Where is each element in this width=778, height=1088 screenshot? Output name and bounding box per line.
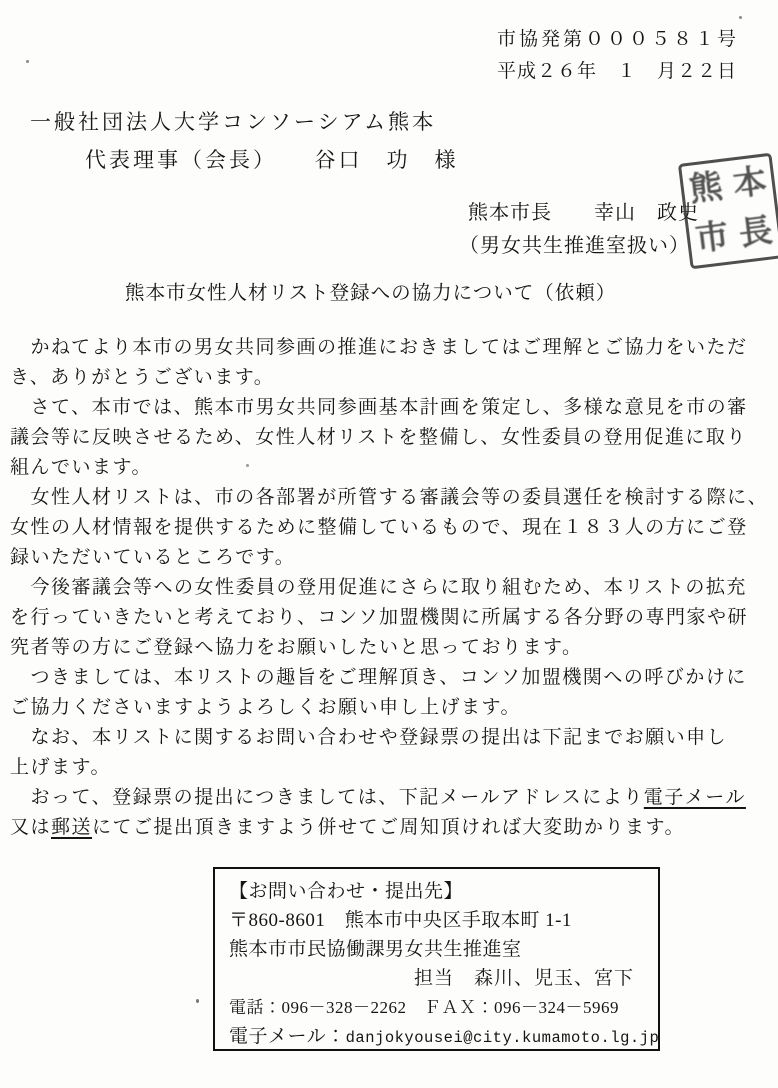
contact-box <box>213 867 660 1051</box>
letter-body <box>10 333 768 843</box>
document-date: 平成２６年 １ 月２２日 <box>497 61 738 82</box>
body-line: 女性人材リストは、市の各部署が所管する審議会等の委員選任を検討する際に、 <box>10 487 769 508</box>
body-line: を行っていきたいと考えており、コンソ加盟機関に所属する各分野の専門家や研 <box>10 607 749 628</box>
body-text-segment: おって、登録票の提出につきましては、下記メールアドレスにより <box>10 787 644 808</box>
contact-postal-address: 〒860-8601 熊本市中央区手取本町 1-1 <box>229 910 572 931</box>
addressee-organization: 一般社団法人大学コンソーシアム熊本 <box>30 110 437 134</box>
contact-office-name: 熊本市市民協働課男女共生推進室 <box>229 939 522 960</box>
scan-artifact-dot <box>26 60 29 63</box>
document-number: 市協発第０００５８１号 <box>497 29 740 50</box>
seal-char-bottom-left: 市 <box>693 218 731 258</box>
body-line: かねてより本市の男女共同参画の推進におきましてはご理解とご協力をいただ <box>10 337 748 358</box>
body-line: 究者等の方にご登録へ協力をお願いしたいと思っております。 <box>10 637 583 658</box>
underlined-email-method-text: 電子メール <box>643 787 746 808</box>
body-line: さて、本市では、熊本市男女共同参画基本計画を策定し、多様な意見を市の審 <box>10 397 748 418</box>
body-line <box>10 813 768 843</box>
sender-division-note: （男女共生推進室扱い） <box>459 235 690 257</box>
body-line: き、ありがとうございます。 <box>10 367 275 388</box>
sender-mayor-name: 熊本市長 幸山 政史 <box>468 202 699 224</box>
scan-artifact-dot <box>739 16 742 19</box>
scan-artifact-dot <box>196 999 199 1003</box>
body-line: 録いただいているところです。 <box>10 547 296 568</box>
contact-email-address: danjokyousei@city.kumamoto.lg.jp <box>345 1029 660 1047</box>
body-line: ご協力くださいますようよろしくお願い申し上げます。 <box>10 697 521 718</box>
contact-tel-fax: 電話：096－328－2262 ＦＡＸ：096－324－5969 <box>229 998 619 1017</box>
body-line: 上げます。 <box>10 757 111 778</box>
body-line: 組んでいます。 <box>10 457 152 478</box>
contact-email-label: 電子メール： <box>229 1026 346 1047</box>
document-title: 熊本市女性人材リスト登録への協力について（依頼） <box>125 283 617 304</box>
body-line: つきましては、本リストの趣旨をご理解頂き、コンソ加盟機関への呼びかけに <box>10 667 747 688</box>
seal-char-top-right: 本 <box>731 163 769 203</box>
body-line: なお、本リストに関するお問い合わせや登録票の提出は下記までお願い申し <box>10 727 728 748</box>
contact-heading: 【お問い合わせ・提出先】 <box>229 881 464 902</box>
body-line: 今後審議会等への女性委員の登用促進にさらに取り組むため、本リストの拡充 <box>10 577 747 598</box>
body-line <box>10 783 768 813</box>
body-text-segment: 又は <box>10 817 52 838</box>
body-line: 議会等に反映させるため、女性人材リストを整備し、女性委員の登用促進に取り <box>10 427 747 448</box>
scan-artifact-dot <box>246 464 249 467</box>
contact-staff-names: 担当 森川、児玉、宮下 <box>413 968 634 989</box>
seal-char-bottom-right: 長 <box>737 212 775 253</box>
document-meta <box>497 24 739 88</box>
body-line: 女性の人材情報を提供するために整備しているもので、現在１８３人の方にご登 <box>10 517 748 538</box>
addressee-representative-name: 代表理事（会長） 谷口 功 様 <box>85 148 459 172</box>
body-text-segment: にてご提出頂きますよう併せてご周知頂ければ大変助かります。 <box>92 817 686 838</box>
underlined-postal-method-text: 郵送 <box>51 817 93 838</box>
seal-char-top-left: 熊 <box>687 168 725 209</box>
official-seal-stamp <box>678 153 778 270</box>
contact-email-line <box>229 1022 660 1051</box>
